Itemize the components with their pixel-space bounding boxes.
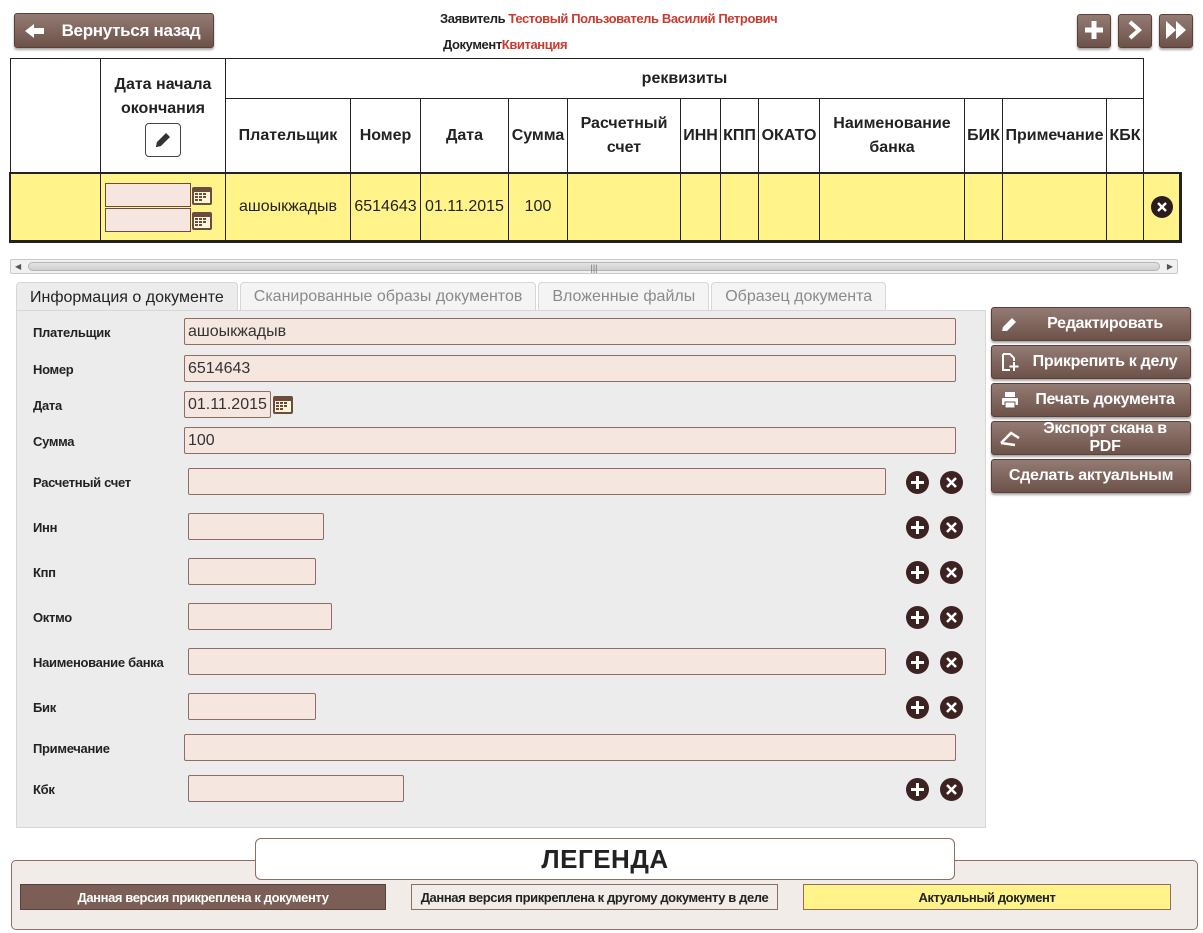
remove-inn-icon[interactable] bbox=[940, 516, 963, 539]
row-bik bbox=[965, 174, 1003, 241]
row-date: 01.11.2015 bbox=[421, 174, 509, 241]
note-field[interactable] bbox=[184, 734, 956, 761]
bank-label: Наименование банка bbox=[33, 655, 164, 670]
account-label: Расчетный счет bbox=[33, 475, 131, 490]
edit-button[interactable] bbox=[991, 307, 1191, 341]
documents-table bbox=[10, 58, 1180, 241]
print-button-label: Печать документа bbox=[1035, 391, 1175, 408]
sum-label: Сумма bbox=[33, 434, 75, 449]
tab-scanned-images[interactable]: Сканированные образы документов bbox=[240, 282, 537, 311]
tab-document-info[interactable]: Информация о документе bbox=[16, 282, 238, 312]
date-field[interactable]: 01.11.2015 bbox=[184, 391, 271, 418]
next-button[interactable] bbox=[1118, 14, 1152, 48]
end-date-input[interactable] bbox=[105, 208, 191, 232]
oktmo-field[interactable] bbox=[188, 603, 332, 630]
bik-field[interactable] bbox=[188, 693, 316, 720]
pencil-icon bbox=[992, 315, 1028, 333]
applicant-value: Тестовый Пользователь Василий Петрович bbox=[508, 11, 778, 26]
applicant-label: Заявитель bbox=[440, 11, 506, 26]
scroll-left-icon[interactable]: ◀ bbox=[15, 262, 22, 271]
edit-button-label: Редактировать bbox=[1047, 315, 1163, 332]
row-number: 6514643 bbox=[351, 174, 421, 241]
sum-field[interactable]: 100 bbox=[184, 427, 956, 454]
col-header-number: Номер bbox=[351, 99, 421, 174]
payer-field[interactable]: ашоыкжадыв bbox=[184, 318, 956, 345]
row-payer: ашоыкжадыв bbox=[226, 174, 351, 241]
attach-button[interactable] bbox=[991, 345, 1191, 379]
back-button[interactable] bbox=[14, 13, 214, 48]
double-chevron-right-icon bbox=[1165, 20, 1187, 43]
account-field[interactable] bbox=[188, 468, 886, 495]
pencil-icon[interactable] bbox=[145, 123, 181, 157]
payer-label: Плательщик bbox=[33, 325, 111, 340]
add-kbk-icon[interactable] bbox=[906, 778, 929, 801]
col-header-payer: Плательщик bbox=[226, 99, 351, 174]
calendar-icon[interactable] bbox=[191, 184, 213, 206]
document-line bbox=[443, 37, 567, 52]
col-header-note: Примечание bbox=[1003, 99, 1107, 174]
kbk-label: Кбк bbox=[33, 782, 55, 797]
inn-field[interactable] bbox=[188, 513, 324, 540]
document-label: Документ bbox=[443, 37, 502, 52]
export-pdf-button-label: Экспорт скана в PDF bbox=[1043, 420, 1167, 455]
group-header: реквизиты bbox=[226, 59, 1144, 99]
col-header-sum: Сумма bbox=[509, 99, 568, 174]
remove-kpp-icon[interactable] bbox=[940, 561, 963, 584]
date-label: Дата bbox=[33, 398, 62, 413]
note-label: Примечание bbox=[33, 741, 110, 756]
grip-icon: ||| bbox=[590, 263, 598, 273]
calendar-icon[interactable] bbox=[191, 209, 213, 231]
col-header-kbk: КБК bbox=[1107, 99, 1144, 174]
date-header-label: Дата начала окончания bbox=[114, 76, 212, 117]
legend-item-actual: Актуальный документ bbox=[803, 884, 1171, 910]
add-kpp-icon[interactable] bbox=[906, 561, 929, 584]
kpp-label: Кпп bbox=[33, 565, 56, 580]
attach-document-icon bbox=[992, 352, 1028, 372]
attach-button-label: Прикрепить к делу bbox=[1032, 353, 1178, 370]
horizontal-scrollbar[interactable] bbox=[10, 259, 1178, 274]
col-header-inn: ИНН bbox=[681, 99, 721, 174]
add-bik-icon[interactable] bbox=[906, 696, 929, 719]
last-button[interactable] bbox=[1159, 14, 1193, 48]
add-bank-icon[interactable] bbox=[906, 651, 929, 674]
col-header-date: Дата bbox=[421, 99, 509, 174]
delete-row-icon[interactable] bbox=[1151, 196, 1173, 218]
make-actual-button[interactable] bbox=[991, 459, 1191, 493]
back-button-label: Вернуться назад bbox=[61, 20, 201, 40]
legend-item-attached: Данная версия прикреплена к документу bbox=[20, 884, 386, 910]
row-inn bbox=[681, 174, 721, 241]
row-okato bbox=[759, 174, 820, 241]
oktmo-label: Октмо bbox=[33, 610, 72, 625]
date-header bbox=[101, 59, 226, 174]
remove-account-icon[interactable] bbox=[940, 471, 963, 494]
remove-bik-icon[interactable] bbox=[940, 696, 963, 719]
table-row[interactable] bbox=[11, 174, 1180, 241]
tab-attached-files[interactable]: Вложенные файлы bbox=[538, 282, 709, 311]
document-info-panel bbox=[16, 310, 986, 828]
col-header-okato: ОКАТО bbox=[759, 99, 820, 174]
row-date-cell bbox=[101, 174, 226, 241]
add-oktmo-icon[interactable] bbox=[906, 606, 929, 629]
add-inn-icon[interactable] bbox=[906, 516, 929, 539]
tab-document-sample[interactable]: Образец документа bbox=[711, 282, 886, 311]
add-button[interactable] bbox=[1077, 14, 1111, 48]
empty-header-right bbox=[1144, 59, 1180, 174]
bik-label: Бик bbox=[33, 700, 56, 715]
calendar-icon[interactable] bbox=[272, 393, 294, 415]
legend-item-other-doc: Данная версия прикреплена к другому документу в деле bbox=[411, 884, 778, 910]
row-bank bbox=[820, 174, 965, 241]
document-value: Квитанция bbox=[501, 37, 568, 52]
kbk-field[interactable] bbox=[188, 775, 404, 802]
export-pdf-button[interactable] bbox=[991, 421, 1191, 455]
legend-title: ЛЕГЕНДА bbox=[255, 838, 955, 880]
tab-bar bbox=[16, 282, 886, 312]
print-button[interactable] bbox=[991, 383, 1191, 417]
empty-header-cell bbox=[11, 59, 101, 174]
row-note bbox=[1003, 174, 1107, 241]
back-arrow-icon bbox=[15, 23, 55, 39]
scan-export-icon bbox=[992, 429, 1028, 447]
chevron-right-icon bbox=[1128, 20, 1142, 43]
row-account bbox=[568, 174, 681, 241]
bank-field[interactable] bbox=[188, 648, 886, 675]
applicant-line bbox=[440, 11, 777, 26]
make-actual-button-label: Сделать актуальным bbox=[1008, 467, 1174, 484]
scroll-right-icon[interactable]: ▶ bbox=[1166, 262, 1173, 271]
row-empty-cell bbox=[11, 174, 101, 241]
col-header-kpp: КПП bbox=[721, 99, 759, 174]
number-field[interactable]: 6514643 bbox=[184, 355, 956, 382]
remove-oktmo-icon[interactable] bbox=[940, 606, 963, 629]
add-account-icon[interactable] bbox=[906, 471, 929, 494]
row-kpp bbox=[721, 174, 759, 241]
printer-icon bbox=[992, 390, 1028, 410]
row-delete-cell bbox=[1144, 174, 1180, 241]
inn-label: Инн bbox=[33, 520, 58, 535]
col-header-bank: Наименование банка bbox=[820, 99, 965, 174]
col-header-account: Расчетный счет bbox=[568, 99, 681, 174]
plus-icon bbox=[1084, 20, 1104, 43]
scrollbar-thumb[interactable] bbox=[28, 262, 1160, 271]
remove-kbk-icon[interactable] bbox=[940, 778, 963, 801]
row-sum: 100 bbox=[509, 174, 568, 241]
remove-bank-icon[interactable] bbox=[940, 651, 963, 674]
start-date-input[interactable] bbox=[105, 183, 191, 207]
kpp-field[interactable] bbox=[188, 558, 316, 585]
row-kbk bbox=[1107, 174, 1144, 241]
number-label: Номер bbox=[33, 362, 74, 377]
col-header-bik: БИК bbox=[965, 99, 1003, 174]
